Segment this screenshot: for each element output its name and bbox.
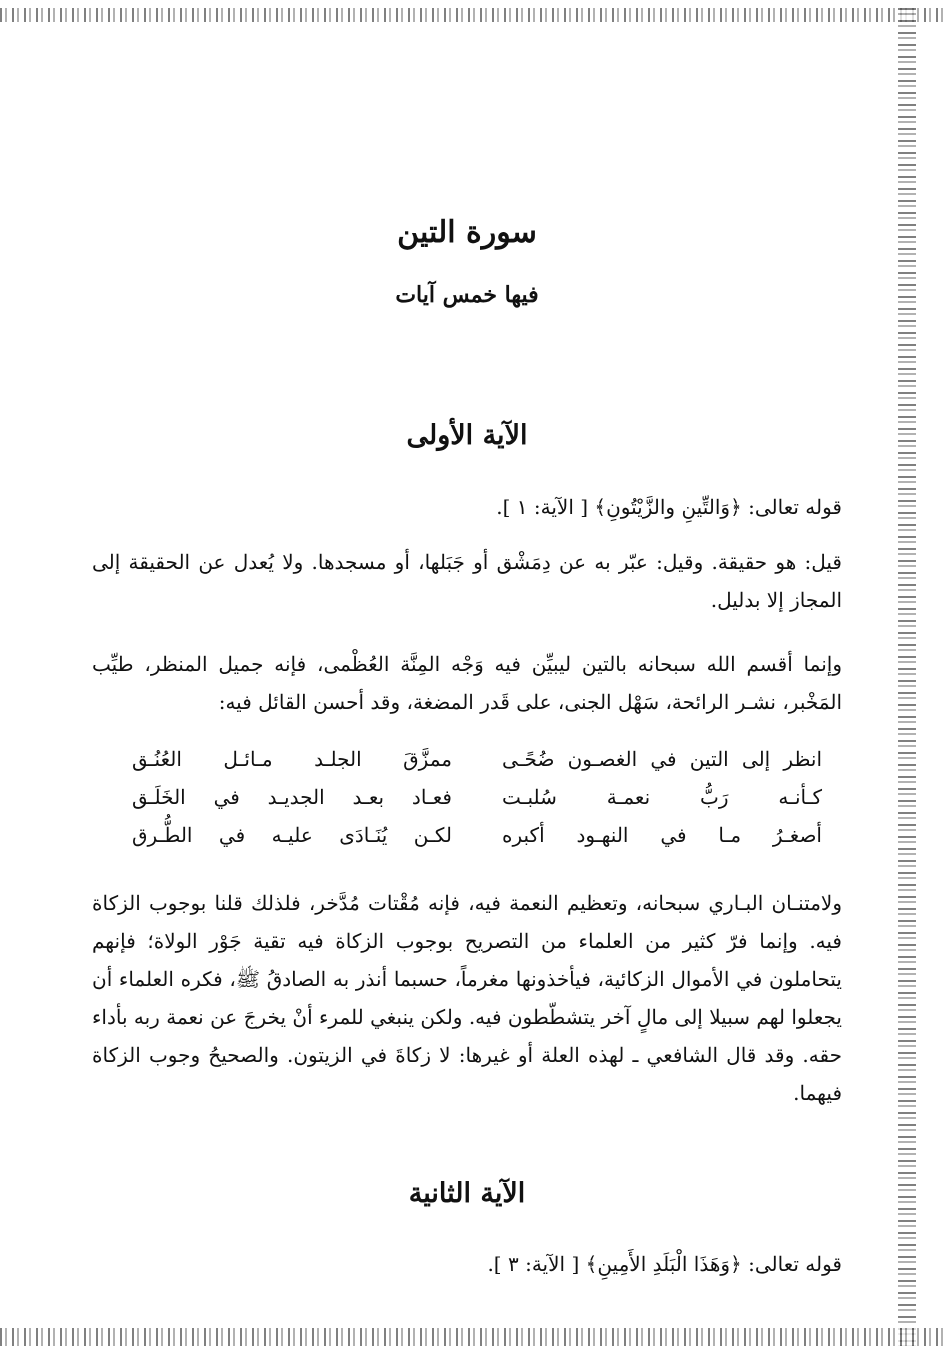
poem-verse [132, 778, 822, 816]
poem-hemistich-first: انظر إلى التين في الغصـون ضُحًـى [502, 747, 822, 771]
verse-quote-2: قوله تعالى: ﴿وَهَذَا الْبَلَدِ الأَمِينِ﴾ [ الآية: ٣ ]. [487, 1252, 842, 1276]
ornamental-border-right [898, 8, 916, 1346]
poem [132, 740, 822, 854]
surah-title: سورة التين [397, 215, 537, 250]
poem-hemistich-second: ممزَّقَ الجلـد مـائـل العُنُـق [132, 747, 452, 771]
poem-hemistich-second: لكـن يُنَـادَى عليـه في الطُّـرق [132, 823, 452, 847]
poem-verse [132, 740, 822, 778]
section-heading-second-verse: الآية الثانية [408, 1178, 526, 1209]
book-page [92, 0, 842, 1320]
surah-subtitle: فيها خمس آيات [395, 282, 539, 308]
paragraph-1: قيل: هو حقيقة. وقيل: عبّر به عن دِمَشْق أو جَبَلها، أو مسجدها. ولا يُعدل عن الحقيقة إلى المجاز إلا بدليل. [92, 550, 842, 612]
poem-hemistich-first: أصغـرُ مـا في النهـود أكبره [502, 823, 822, 847]
poem-verse [132, 816, 822, 854]
poem-hemistich-first: كـأنـه رَبُّ نعمـة سُلبـت [502, 785, 822, 809]
paragraph-2: وإنما أقسم الله سبحانه بالتين ليبيِّن فيه وَجْه المِنَّة العُظْمى، فإنه جميل المنظر، طيِّب المَخْبر، نشـر الرائحة، سَهْل الجنى، على قَدر المضغة، وقد أحسن القائل فيه: [92, 652, 842, 714]
ornamental-border-bottom [0, 1328, 945, 1346]
section-heading-first-verse: الآية الأولى [406, 420, 528, 451]
poem-hemistich-second: فعـاد بعـد الجديـد في الخَلَـق [132, 785, 452, 809]
paragraph-3: ولامتنـان البـاري سبحانه، وتعظيم النعمة فيه، فإنه مُقْتات مُدَّخر، فلذلك قلنا بوجوب الزكاة فيه. وإنما فرّ كثير من العلماء من التصريح بوجوب الزكاة فيه تقية جَوْر الولاة؛ فإنهم يتحاملون في الأموال الزكائية، فيأخذونها مغرماً، حسبما أنذر به الصادقُ ﷺ، فكره العلماء أن يجعلوا لهم سبيلا إلى مالٍ آخر يتشطّطون فيه. ولكن ينبغي للمرء أنْ يخرجَ عن نعمة ربه بأداء حقه. وقد قال الشافعي ـ لهذه العلة أو غيرها: لا زكاةَ في الزيتون. والصحيحُ وجوب الزكاة فيهما. [92, 891, 842, 1105]
verse-quote-1: قوله تعالى: ﴿وَالتِّينِ والزَّيْتُونِ﴾ [ الآية: ١ ]. [496, 495, 842, 519]
